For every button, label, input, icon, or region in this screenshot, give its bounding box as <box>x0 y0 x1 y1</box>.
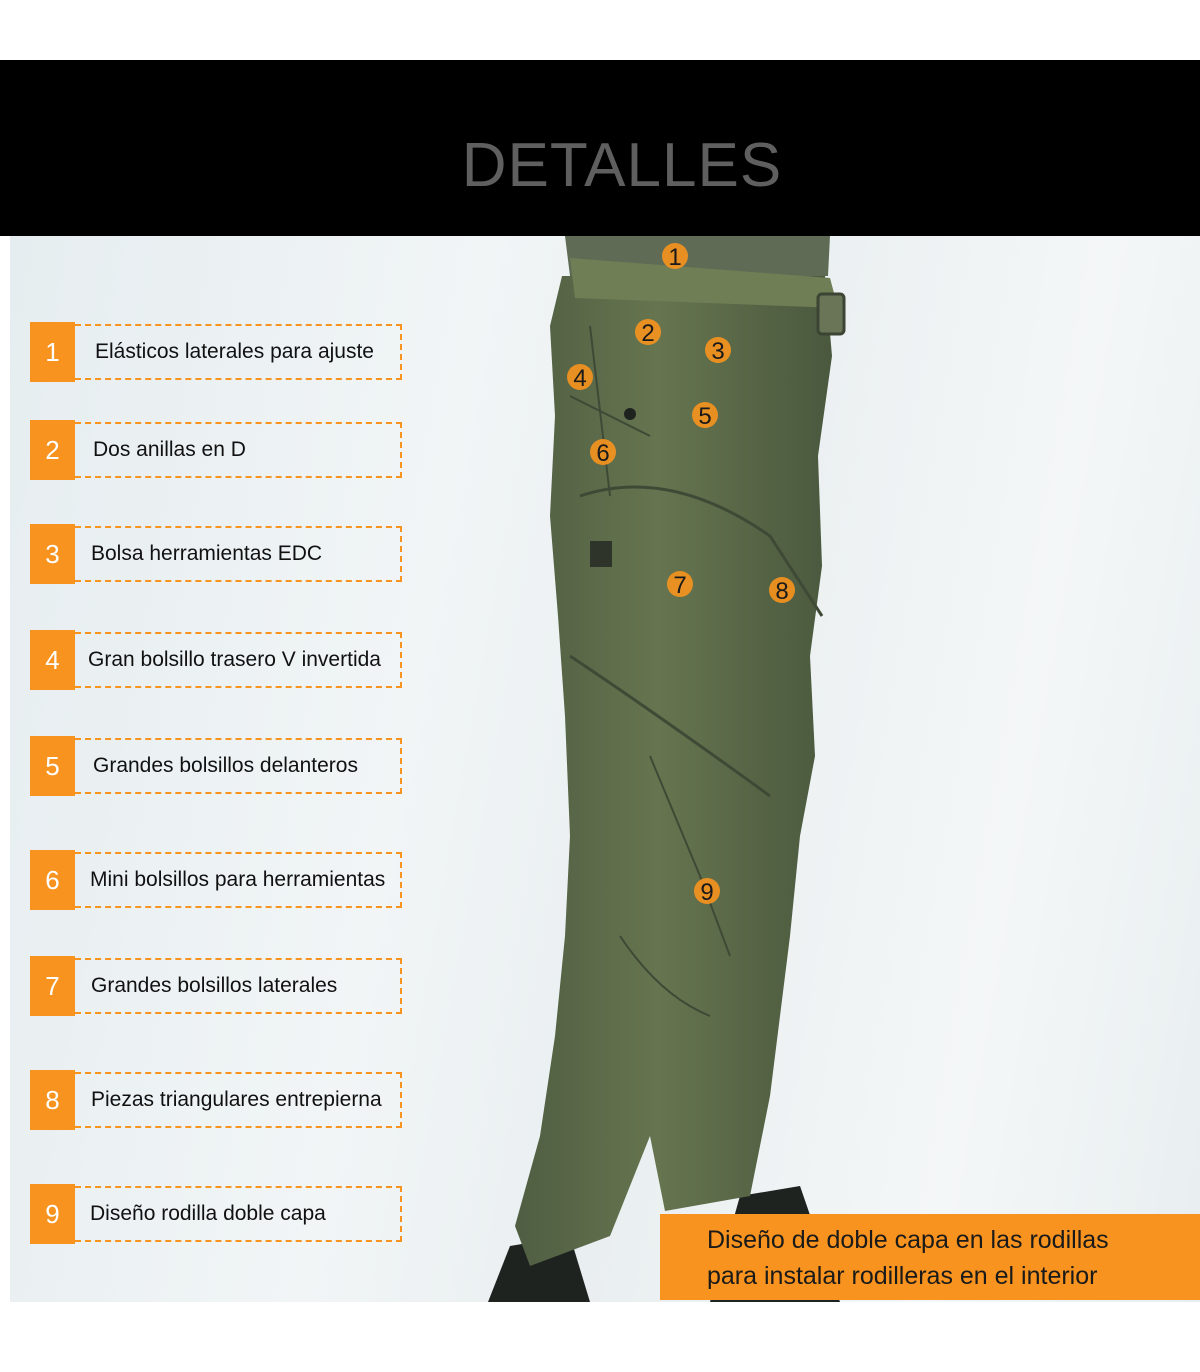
callout-line-1: Diseño de doble capa en las rodillas <box>707 1226 1109 1254</box>
feature-label: Grandes bolsillos laterales <box>91 974 338 997</box>
feature-number: 3 <box>30 524 75 584</box>
feature-item-4 <box>30 630 402 690</box>
knee-callout <box>660 1214 1200 1300</box>
feature-item-8 <box>30 1070 402 1130</box>
svg-text:9: 9 <box>700 879 714 906</box>
feature-label: Bolsa herramientas EDC <box>91 542 323 565</box>
feature-item-5 <box>30 736 402 796</box>
feature-label: Diseño rodilla doble capa <box>90 1202 326 1225</box>
feature-label: Gran bolsillo trasero V invertida <box>88 648 381 671</box>
svg-text:7: 7 <box>673 572 687 599</box>
feature-label: Mini bolsillos para herramientas <box>90 868 386 891</box>
svg-text:4: 4 <box>573 365 587 392</box>
svg-text:8: 8 <box>775 578 789 605</box>
feature-label: Dos anillas en D <box>93 438 246 461</box>
feature-item-9 <box>30 1184 402 1244</box>
svg-text:2: 2 <box>641 320 655 347</box>
header-banner <box>0 60 1200 236</box>
callout-line-2: para instalar rodilleras en el interior <box>707 1262 1098 1290</box>
feature-label: Grandes bolsillos delanteros <box>93 754 358 777</box>
feature-item-6 <box>30 850 402 910</box>
feature-item-3 <box>30 524 402 584</box>
feature-number: 9 <box>30 1184 75 1244</box>
feature-number: 2 <box>30 420 75 480</box>
feature-item-7 <box>30 956 402 1016</box>
belt-buckle <box>818 294 844 334</box>
svg-text:5: 5 <box>698 403 712 430</box>
feature-number: 6 <box>30 850 75 910</box>
feature-item-1 <box>30 322 402 382</box>
logo-patch <box>590 541 612 567</box>
feature-label: Elásticos laterales para ajuste <box>95 340 374 363</box>
feature-number: 7 <box>30 956 75 1016</box>
feature-number: 4 <box>30 630 75 690</box>
feature-number: 1 <box>30 322 75 382</box>
feature-number: 8 <box>30 1070 75 1130</box>
feature-item-2 <box>30 420 402 480</box>
svg-text:6: 6 <box>596 440 610 467</box>
svg-text:1: 1 <box>668 244 682 271</box>
pants-shape <box>515 276 832 1266</box>
feature-label: Piezas triangulares entrepierna <box>91 1088 382 1111</box>
svg-text:3: 3 <box>711 338 725 365</box>
page-title: DETALLES <box>461 131 783 200</box>
feature-number: 5 <box>30 736 75 796</box>
